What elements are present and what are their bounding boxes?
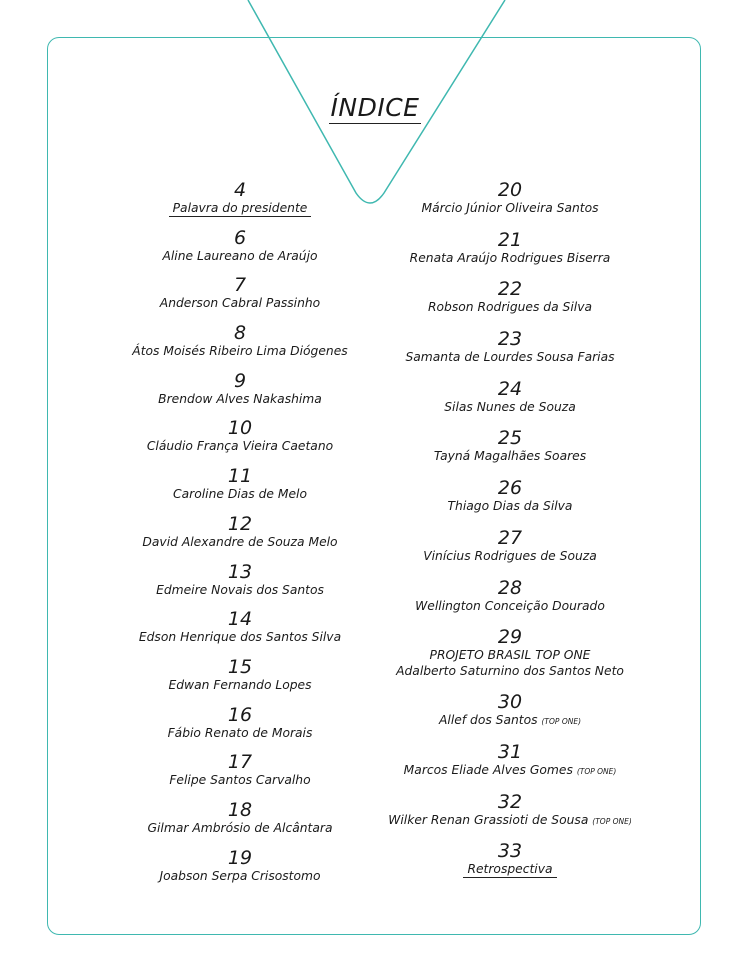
entry-title: Renata Araújo Rodrigues Biserra	[409, 250, 611, 265]
entry-page-number: 28	[497, 576, 523, 599]
entry-page-number: 12	[227, 512, 253, 535]
entry-page-number: 21	[497, 228, 523, 251]
entry-title: Robson Rodrigues da Silva	[427, 300, 593, 315]
entry-page-number: 14	[227, 608, 253, 631]
index-entry[interactable]	[385, 478, 635, 528]
index-entry[interactable]	[120, 275, 360, 323]
index-entry[interactable]	[385, 528, 635, 578]
entry-tag: (TOP ONE)	[592, 816, 632, 826]
index-entry[interactable]	[385, 841, 635, 891]
entry-title: Aline Laureano de Araújo	[162, 248, 318, 263]
index-entry[interactable]	[120, 466, 360, 514]
entry-page-number: 17	[227, 751, 253, 774]
index-entry[interactable]	[120, 514, 360, 562]
entry-title: Átos Moisés Ribeiro Lima Diógenes	[132, 344, 348, 359]
entry-tag: (TOP ONE)	[576, 766, 617, 776]
entry-page-number: 24	[497, 377, 523, 400]
entry-title: Tayná Magalhães Soares	[433, 449, 587, 464]
page-title	[0, 93, 750, 124]
index-entry[interactable]	[385, 627, 635, 692]
index-entry[interactable]	[385, 379, 635, 429]
entry-title: Felipe Santos Carvalho	[169, 773, 311, 788]
entry-page-number: 31	[497, 740, 523, 763]
index-entry[interactable]	[385, 230, 635, 280]
entry-title: Anderson Cabral Passinho	[159, 296, 321, 311]
index-entry[interactable]	[120, 848, 360, 896]
entry-page-number: 10	[227, 417, 253, 440]
index-entry[interactable]	[120, 323, 360, 371]
entry-title: Gilmar Ambrósio de Alcântara	[147, 820, 333, 835]
index-entry[interactable]	[120, 705, 360, 753]
entry-title: Edson Henrique dos Santos Silva	[138, 630, 342, 645]
index-entry[interactable]	[385, 180, 635, 230]
entry-title: Wellington Conceição Dourado	[415, 598, 605, 613]
index-entry[interactable]	[120, 228, 360, 276]
entry-page-number: 32	[497, 790, 523, 813]
entry-title: Wilker Renan Grassioti de Sousa	[388, 812, 589, 827]
index-column-left	[120, 180, 360, 895]
entry-page-number: 27	[497, 526, 523, 549]
index-entry[interactable]	[385, 279, 635, 329]
entry-title: Márcio Júnior Oliveira Santos	[421, 201, 599, 215]
entry-title: Vinícius Rodrigues de Souza	[423, 548, 597, 563]
entry-page-number: 6	[233, 226, 247, 249]
entry-title: Silas Nunes de Souza	[444, 399, 576, 414]
entry-page-number: 16	[227, 703, 253, 726]
entry-section-title: PROJETO BRASIL TOP ONE	[429, 648, 591, 663]
entry-page-number: 29	[497, 626, 523, 649]
entry-title: Samanta de Lourdes Sousa Farias	[405, 350, 615, 365]
entry-page-number: 23	[497, 328, 523, 351]
index-entry[interactable]	[120, 752, 360, 800]
entry-title: Joabson Serpa Crisostomo	[159, 868, 321, 883]
index-entry[interactable]	[120, 180, 360, 228]
entry-page-number: 33	[497, 840, 523, 863]
index-entry[interactable]	[385, 428, 635, 478]
index-entry[interactable]	[385, 578, 635, 628]
entry-title: Edmeire Novais dos Santos	[156, 582, 324, 597]
entry-title: David Alexandre de Souza Melo	[142, 534, 338, 549]
index-entry[interactable]	[120, 562, 360, 610]
entry-page-number: 9	[233, 369, 247, 392]
entry-page-number: 19	[227, 846, 253, 869]
entry-title: Edwan Fernando Lopes	[168, 677, 312, 692]
page-title-text: ÍNDICE	[330, 93, 420, 122]
entry-title: Cláudio França Vieira Caetano	[146, 439, 334, 454]
entry-title: Brendow Alves Nakashima	[158, 391, 322, 406]
index-entry[interactable]	[385, 742, 635, 792]
index-entry[interactable]	[120, 371, 360, 419]
entry-title: Retrospectiva	[463, 862, 556, 878]
entry-page-number: 20	[497, 179, 523, 201]
index-entry[interactable]	[120, 657, 360, 705]
entry-title: Palavra do presidente	[169, 201, 312, 217]
entry-page-number: 13	[227, 560, 253, 583]
index-entry[interactable]	[120, 800, 360, 848]
entry-page-number: 30	[497, 691, 523, 714]
index-entry[interactable]	[385, 329, 635, 379]
entry-page-number: 4	[233, 179, 247, 201]
index-column-right	[385, 180, 635, 891]
entry-title: Fábio Renato de Morais	[167, 725, 313, 740]
index-entry[interactable]	[385, 692, 635, 742]
entry-page-number: 25	[497, 427, 523, 450]
entry-title: Allef dos Santos	[438, 713, 538, 728]
index-entry[interactable]	[120, 418, 360, 466]
index-entry[interactable]	[385, 792, 635, 842]
entry-page-number: 11	[227, 465, 253, 488]
entry-page-number: 8	[233, 322, 247, 345]
entry-title: Thiago Dias da Silva	[447, 499, 573, 514]
entry-tag: (TOP ONE)	[541, 717, 581, 727]
entry-page-number: 7	[233, 274, 247, 297]
entry-title: Adalberto Saturnino dos Santos Neto	[396, 664, 624, 679]
entry-page-number: 22	[497, 278, 523, 301]
entry-title: Marcos Eliade Alves Gomes	[403, 762, 573, 777]
entry-title: Caroline Dias de Melo	[173, 487, 307, 502]
entry-page-number: 18	[227, 798, 253, 821]
entry-page-number: 26	[497, 477, 523, 500]
entry-page-number: 15	[227, 655, 253, 678]
index-entry[interactable]	[120, 609, 360, 657]
